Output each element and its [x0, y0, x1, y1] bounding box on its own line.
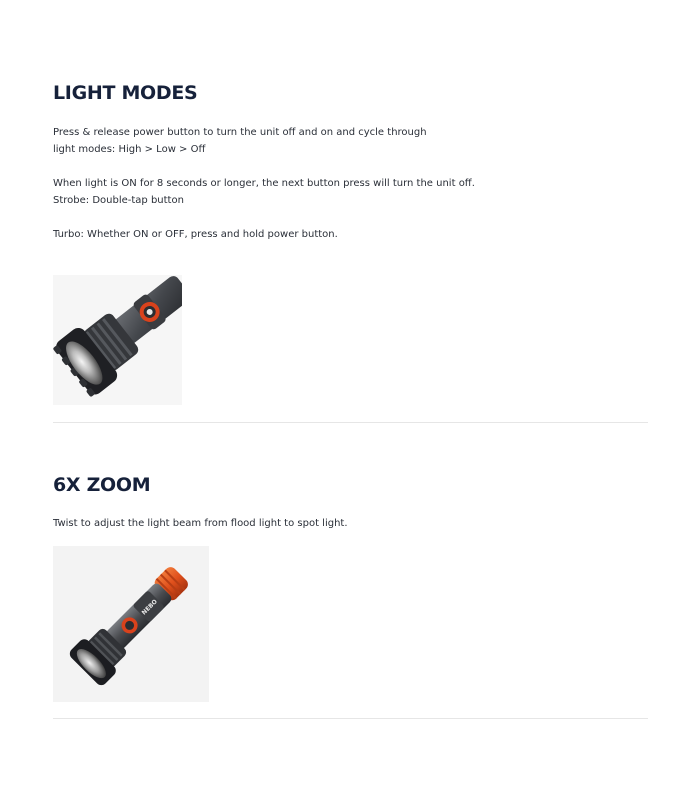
- zoom-line-1: Twist to adjust the light beam from flood light to spot light.: [53, 518, 348, 529]
- light-modes-description: [53, 124, 648, 158]
- light-modes-line-3: When light is ON for 8 seconds or longer, the next button press will turn the unit off.: [53, 178, 475, 189]
- flashlight-closeup-image: [53, 275, 182, 405]
- zoom-heading: 6X ZOOM: [53, 474, 151, 496]
- flashlight-full-image: [53, 546, 209, 702]
- light-modes-line-1: Press & release power button to turn the unit off and on and cycle through: [53, 127, 427, 138]
- light-modes-line-2: light modes: High > Low > Off: [53, 144, 206, 155]
- section-divider-1: [53, 422, 648, 423]
- light-modes-turbo: [53, 226, 648, 243]
- light-modes-line-5: Turbo: Whether ON or OFF, press and hold power button.: [53, 229, 338, 240]
- section-divider-2: [53, 718, 648, 719]
- light-modes-auto-off: [53, 175, 648, 209]
- zoom-description: [53, 515, 648, 532]
- light-modes-line-4: Strobe: Double-tap button: [53, 195, 184, 206]
- zoom-section: [53, 474, 648, 496]
- flashlight-full-illustration: [53, 546, 209, 702]
- light-modes-section: [53, 82, 648, 104]
- flashlight-closeup-illustration: [53, 275, 182, 405]
- light-modes-heading: LIGHT MODES: [53, 82, 198, 104]
- nebo-logo-text: NEBO: [140, 598, 159, 617]
